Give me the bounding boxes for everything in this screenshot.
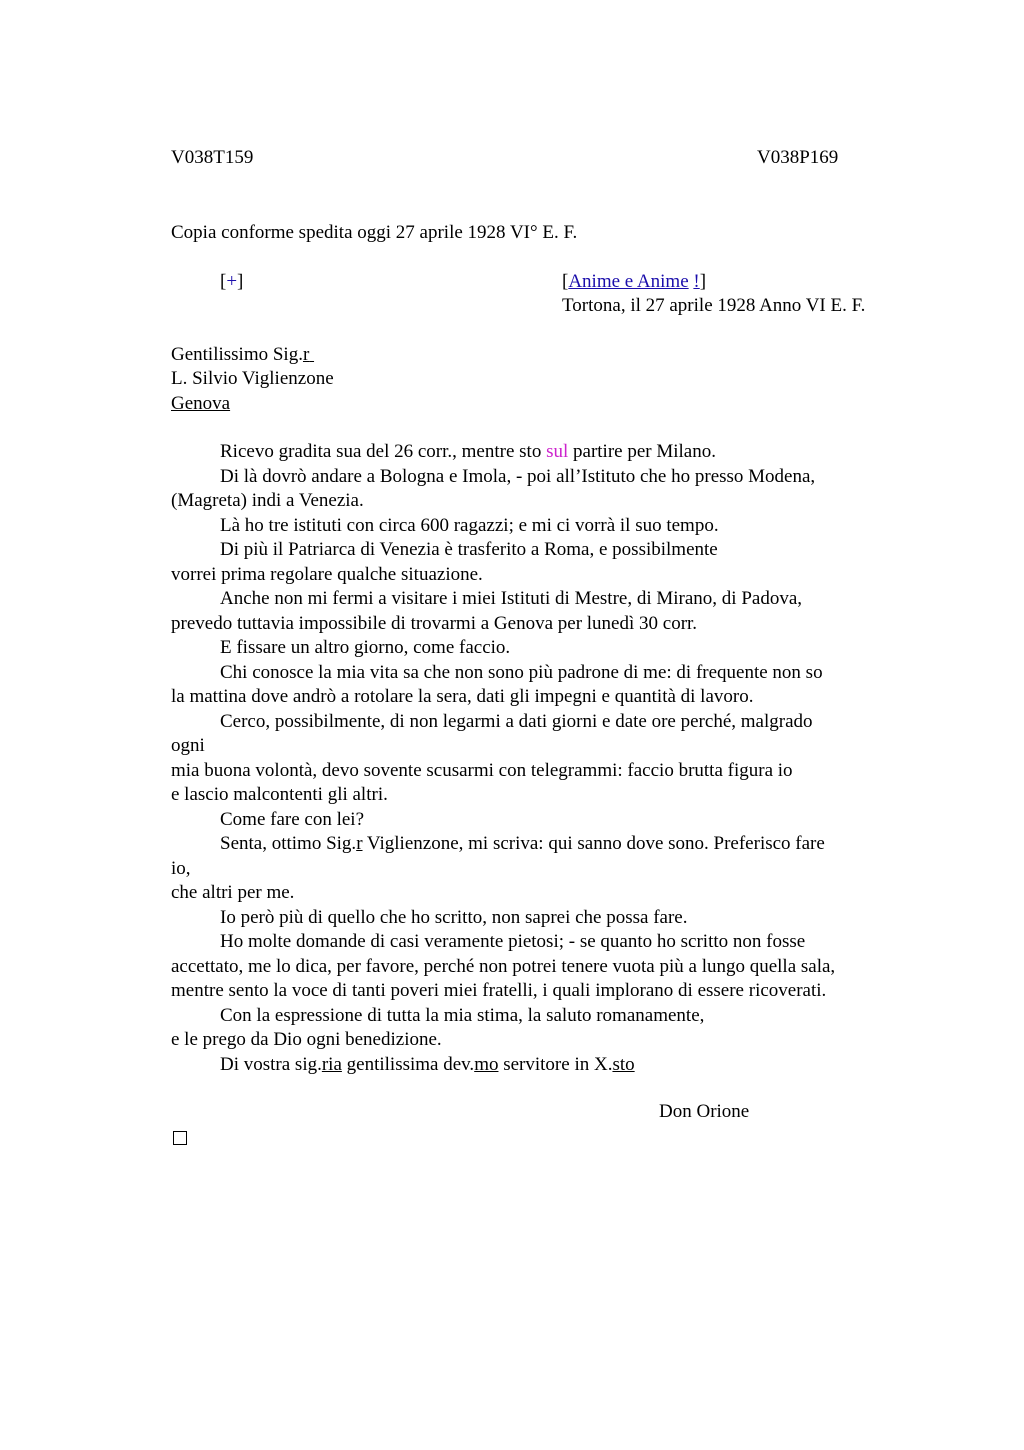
body-line: Di là dovrò andare a Bologna e Imola, - poi all’Istituto che ho presso Modena, bbox=[220, 465, 816, 487]
bracket-open: [ bbox=[562, 271, 569, 292]
salutation: Gentilissimo Sig.r bbox=[171, 344, 310, 365]
body-line: Come fare con lei? bbox=[220, 808, 365, 830]
document-code-left: V038T159 bbox=[171, 147, 254, 168]
bracket-open: [ bbox=[220, 271, 227, 292]
cross-link[interactable]: + bbox=[226, 271, 238, 292]
recipient-name: L. Silvio Viglienzone bbox=[171, 368, 334, 389]
body-line: prevedo tuttavia impossibile di trovarmi a Genova per lunedì 30 corr. bbox=[171, 612, 698, 634]
body-line: che altri per me. bbox=[171, 882, 295, 903]
body-line: Là ho tre istituti con circa 600 ragazzi; e mi ci vorrà il suo tempo. bbox=[220, 514, 719, 536]
motto-link[interactable]: Anime e Anime bbox=[568, 271, 689, 292]
body-line: Anche non mi fermi a visitare i miei Istituti di Mestre, di Mirano, di Padova, bbox=[220, 588, 803, 609]
body-line: mia buona volontà, devo sovente scusarmi con telegrammi: faccio brutta figura io bbox=[171, 759, 793, 781]
body-line: Di più il Patriarca di Venezia è trasferito a Roma, e possibilmente bbox=[220, 539, 718, 560]
place-date: Tortona, il 27 aprile 1928 Anno VI E. F. bbox=[562, 295, 866, 316]
body-line: Senta, ottimo Sig.r Viglienzone, mi scriva: qui sanno dove sono. Preferisco fare bbox=[220, 833, 825, 854]
cross-bracket bbox=[220, 270, 243, 295]
body-line: ogni bbox=[171, 735, 205, 756]
bracket-close: ] bbox=[699, 271, 707, 292]
body-line: e le prego da Dio ogni benedizione. bbox=[171, 1029, 442, 1050]
body-line: vorrei prima regolare qualche situazione. bbox=[171, 563, 483, 585]
motto-exclamation-link[interactable]: ! bbox=[693, 271, 700, 292]
body-line: (Magreta) indi a Venezia. bbox=[171, 490, 364, 511]
body-line: Ho molte domande di casi veramente pietosi; - se quanto ho scritto non fosse bbox=[220, 931, 806, 952]
body-line: Ricevo gradita sua del 26 corr., mentre sto sul partire per Milano. bbox=[220, 441, 716, 462]
body-line: Con la espressione di tutta la mia stima, la saluto romanamente, bbox=[220, 1004, 705, 1026]
recipient-city: Genova bbox=[171, 393, 231, 414]
highlighted-word: sul bbox=[546, 441, 569, 462]
end-box-icon bbox=[173, 1128, 187, 1153]
body-line: la mattina dove andrò a rotolare la sera, dati gli impegni e quantità di lavoro. bbox=[171, 686, 754, 707]
body-line: Cerco, possibilmente, di non legarmi a dati giorni e date ore perché, malgrado bbox=[220, 710, 813, 732]
body-line: Chi conosce la mia vita sa che non sono più padrone di me: di frequente non so bbox=[220, 661, 823, 683]
body-line: io, bbox=[171, 857, 191, 879]
copy-note: Copia conforme spedita oggi 27 aprile 1928 VI° E. F. bbox=[171, 222, 578, 243]
body-line: e lascio malcontenti gli altri. bbox=[171, 784, 388, 805]
motto-bracket bbox=[562, 270, 706, 295]
body-line: Io però più di quello che ho scritto, non saprei che possa fare. bbox=[220, 906, 688, 928]
document-code-right: V038P169 bbox=[757, 147, 839, 168]
signature: Don Orione bbox=[659, 1101, 750, 1122]
body-line: accettato, me lo dica, per favore, perché non potrei tenere vuota più a lungo quella sala, bbox=[171, 955, 836, 977]
closing-line: Di vostra sig.ria gentilissima dev.mo servitore in X.sto bbox=[220, 1053, 635, 1075]
bracket-close: ] bbox=[237, 271, 244, 292]
body-line: E fissare un altro giorno, come faccio. bbox=[220, 637, 511, 658]
body-line: mentre sento la voce di tanti poveri miei fratelli, i quali implorano di essere ricoverati. bbox=[171, 980, 827, 1001]
letter-body bbox=[171, 440, 911, 1077]
